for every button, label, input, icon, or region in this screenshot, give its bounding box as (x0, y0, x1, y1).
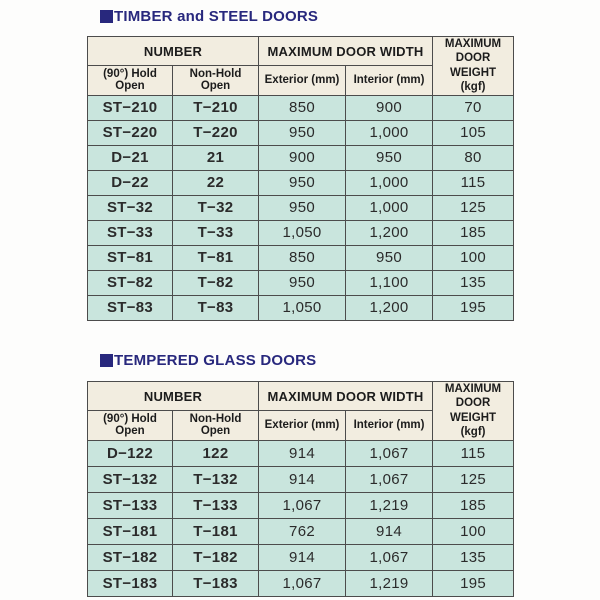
hold-open-header: (90°) Hold Open (88, 66, 173, 95)
value-cell: 1,067 (346, 544, 433, 570)
value-cell: 185 (433, 492, 514, 518)
model-number-cell: ST−83 (88, 295, 173, 320)
interior-mm-header: Interior (mm) (346, 411, 433, 440)
value-cell: 950 (259, 120, 346, 145)
table-row (88, 195, 514, 220)
value-cell: 1,067 (346, 466, 433, 492)
section-title-tempered-glass (100, 352, 316, 369)
model-number-cell: ST−82 (88, 270, 173, 295)
timber-steel-doors-table (87, 36, 514, 321)
header-group-row (88, 382, 514, 411)
weight-header-line: (kgf) (460, 81, 486, 94)
weight-header-line: MAXIMUM (444, 38, 502, 50)
section-title-text: TIMBER and STEEL DOORS (114, 8, 319, 25)
model-number-cell: 22 (173, 170, 259, 195)
table-row (88, 466, 514, 492)
table-row (88, 220, 514, 245)
weight-header-line: MAXIMUM (444, 383, 502, 395)
model-number-cell: T−210 (173, 95, 259, 120)
value-cell: 1,000 (346, 120, 433, 145)
model-number-cell: T−32 (173, 195, 259, 220)
model-number-cell: ST−210 (88, 95, 173, 120)
number-group-header: NUMBER (88, 37, 259, 66)
max-door-width-group-header: MAXIMUM DOOR WIDTH (259, 382, 433, 411)
exterior-mm-header: Exterior (mm) (259, 411, 346, 440)
model-number-cell: D−21 (88, 145, 173, 170)
table-row (88, 295, 514, 320)
value-cell: 1,067 (259, 570, 346, 596)
square-bullet-icon (100, 10, 113, 23)
model-number-cell: ST−220 (88, 120, 173, 145)
value-cell: 125 (433, 195, 514, 220)
table-row (88, 492, 514, 518)
table-body (88, 95, 514, 320)
weight-header-line: DOOR WEIGHT (450, 397, 497, 424)
value-cell: 80 (433, 145, 514, 170)
model-number-cell: 21 (173, 145, 259, 170)
interior-mm-header: Interior (mm) (346, 66, 433, 95)
value-cell: 100 (433, 245, 514, 270)
value-cell: 900 (346, 95, 433, 120)
table-row (88, 120, 514, 145)
model-number-cell: T−82 (173, 270, 259, 295)
model-number-cell: ST−183 (88, 570, 173, 596)
value-cell: 1,050 (259, 295, 346, 320)
weight-header-line: (kgf) (460, 426, 486, 439)
model-number-cell: D−22 (88, 170, 173, 195)
model-number-cell: ST−81 (88, 245, 173, 270)
value-cell: 1,219 (346, 492, 433, 518)
table-row (88, 570, 514, 596)
model-number-cell: T−181 (173, 518, 259, 544)
value-cell: 105 (433, 120, 514, 145)
value-cell: 195 (433, 295, 514, 320)
model-number-cell: T−33 (173, 220, 259, 245)
table-header (88, 382, 514, 441)
weight-header-line: DOOR WEIGHT (450, 52, 497, 79)
table-row (88, 544, 514, 570)
square-bullet-icon (100, 354, 113, 367)
section-title-text: TEMPERED GLASS DOORS (114, 352, 317, 369)
table-row (88, 95, 514, 120)
hold-open-header: (90°) Hold Open (88, 411, 173, 440)
value-cell: 914 (259, 440, 346, 466)
value-cell: 950 (259, 170, 346, 195)
value-cell: 1,100 (346, 270, 433, 295)
table-row (88, 145, 514, 170)
value-cell: 950 (346, 145, 433, 170)
section-title-timber-steel (100, 8, 318, 25)
value-cell: 1,219 (346, 570, 433, 596)
model-number-cell: ST−32 (88, 195, 173, 220)
table-header (88, 37, 514, 96)
model-number-cell: 122 (173, 440, 259, 466)
model-number-cell: ST−33 (88, 220, 173, 245)
model-number-cell: ST−132 (88, 466, 173, 492)
model-number-cell: ST−133 (88, 492, 173, 518)
value-cell: 950 (346, 245, 433, 270)
table-row (88, 245, 514, 270)
max-door-weight-header (433, 382, 514, 441)
value-cell: 70 (433, 95, 514, 120)
value-cell: 1,200 (346, 295, 433, 320)
value-cell: 135 (433, 270, 514, 295)
value-cell: 850 (259, 245, 346, 270)
max-door-width-group-header: MAXIMUM DOOR WIDTH (259, 37, 433, 66)
table-row (88, 518, 514, 544)
value-cell: 125 (433, 466, 514, 492)
value-cell: 1,067 (259, 492, 346, 518)
value-cell: 1,200 (346, 220, 433, 245)
value-cell: 195 (433, 570, 514, 596)
header-group-row (88, 37, 514, 66)
value-cell: 115 (433, 170, 514, 195)
model-number-cell: D−122 (88, 440, 173, 466)
table-body (88, 440, 514, 596)
model-number-cell: T−220 (173, 120, 259, 145)
value-cell: 115 (433, 440, 514, 466)
model-number-cell: T−182 (173, 544, 259, 570)
value-cell: 1,050 (259, 220, 346, 245)
model-number-cell: T−81 (173, 245, 259, 270)
value-cell: 1,067 (346, 440, 433, 466)
model-number-cell: T−83 (173, 295, 259, 320)
value-cell: 1,000 (346, 195, 433, 220)
model-number-cell: T−132 (173, 466, 259, 492)
value-cell: 950 (259, 270, 346, 295)
tempered-glass-doors-table (87, 381, 514, 597)
model-number-cell: ST−181 (88, 518, 173, 544)
value-cell: 100 (433, 518, 514, 544)
value-cell: 914 (259, 544, 346, 570)
model-number-cell: ST−182 (88, 544, 173, 570)
value-cell: 914 (259, 466, 346, 492)
table-row (88, 440, 514, 466)
value-cell: 914 (346, 518, 433, 544)
model-number-cell: T−183 (173, 570, 259, 596)
value-cell: 762 (259, 518, 346, 544)
table-row (88, 170, 514, 195)
non-hold-open-header: Non-Hold Open (173, 66, 259, 95)
value-cell: 850 (259, 95, 346, 120)
value-cell: 950 (259, 195, 346, 220)
value-cell: 1,000 (346, 170, 433, 195)
value-cell: 135 (433, 544, 514, 570)
model-number-cell: T−133 (173, 492, 259, 518)
exterior-mm-header: Exterior (mm) (259, 66, 346, 95)
number-group-header: NUMBER (88, 382, 259, 411)
max-door-weight-header (433, 37, 514, 96)
value-cell: 185 (433, 220, 514, 245)
non-hold-open-header: Non-Hold Open (173, 411, 259, 440)
table-row (88, 270, 514, 295)
value-cell: 900 (259, 145, 346, 170)
